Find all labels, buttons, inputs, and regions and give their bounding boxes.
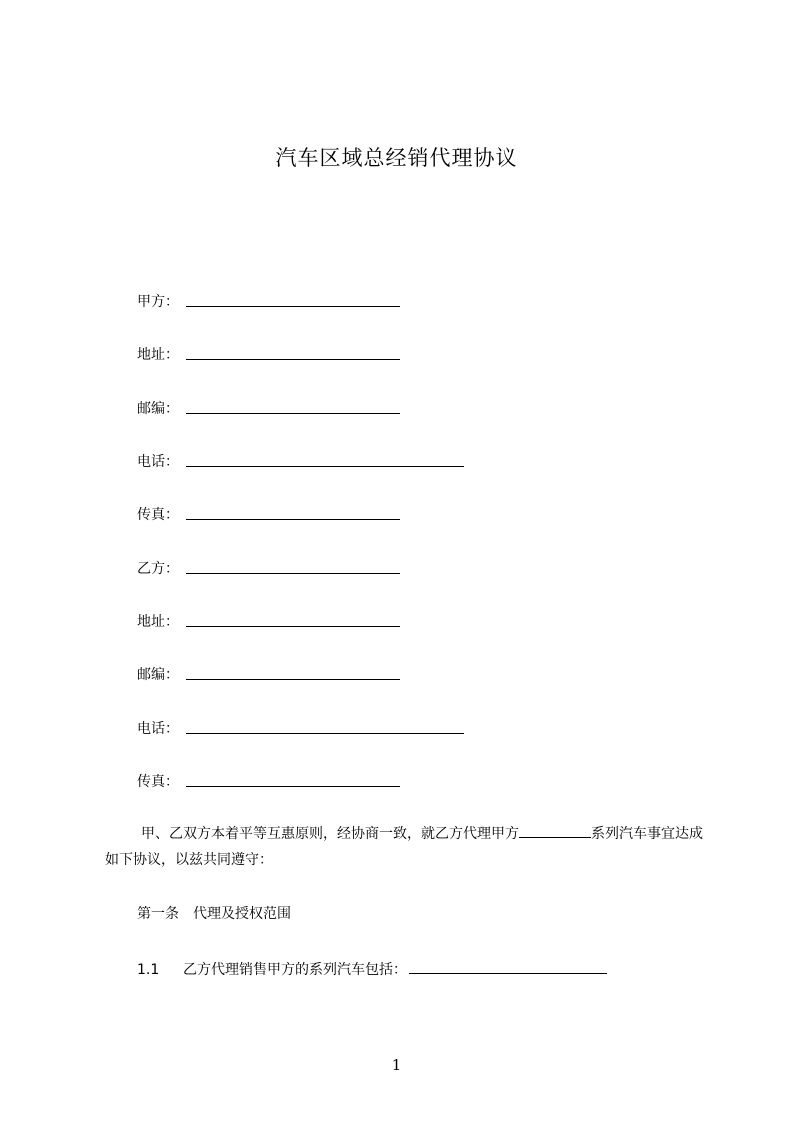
fill-in-line[interactable]: [186, 359, 400, 360]
fill-in-line[interactable]: [186, 679, 400, 680]
intro-text-2: 系列汽车事宜达成如下协议，以兹共同遵守：: [105, 826, 703, 868]
field-label: 甲方：: [137, 294, 179, 310]
party-a-name-field: [137, 291, 179, 313]
field-label: 传真：: [137, 774, 179, 790]
document-title: 汽车区域总经销代理协议: [275, 146, 518, 170]
party-b-name-field: [137, 558, 179, 580]
fill-in-line[interactable]: [186, 786, 400, 787]
field-label: 传真：: [137, 507, 179, 523]
article-title: 代理及授权范围: [193, 906, 291, 922]
car-series-blank[interactable]: [519, 823, 591, 838]
fill-in-line[interactable]: [186, 466, 464, 467]
fill-in-line[interactable]: [186, 306, 400, 307]
car-models-blank[interactable]: [409, 958, 607, 974]
party-a-address-field: [137, 344, 179, 366]
party-b-postcode-field: [137, 664, 179, 686]
intro-paragraph: [105, 821, 715, 873]
party-b-fax-field: [137, 771, 179, 793]
article-number: 第一条: [137, 906, 179, 922]
party-a-fax-field: [137, 504, 179, 526]
clause-1-1: [137, 958, 607, 981]
party-b-phone-field: [137, 718, 179, 740]
field-label: 邮编：: [137, 667, 179, 683]
intro-text-1: 甲、乙双方本着平等互惠原则，经协商一致，就乙方代理甲方: [141, 826, 519, 842]
fill-in-line[interactable]: [186, 413, 400, 414]
field-label: 电话：: [137, 721, 179, 737]
fill-in-line[interactable]: [186, 733, 464, 734]
party-b-address-field: [137, 611, 179, 633]
fill-in-line[interactable]: [186, 519, 400, 520]
field-label: 电话：: [137, 454, 179, 470]
article-1-heading: [137, 903, 291, 925]
page-number: 1: [391, 1056, 402, 1074]
fill-in-line[interactable]: [186, 626, 400, 627]
clause-number: 1.1: [137, 962, 160, 978]
party-a-postcode-field: [137, 398, 179, 420]
field-label: 邮编：: [137, 401, 179, 417]
field-label: 乙方：: [137, 561, 179, 577]
field-label: 地址：: [137, 347, 179, 363]
party-a-phone-field: [137, 451, 179, 473]
clause-text: 乙方代理销售甲方的系列汽车包括：: [183, 962, 407, 978]
fill-in-line[interactable]: [186, 573, 400, 574]
field-label: 地址：: [137, 614, 179, 630]
